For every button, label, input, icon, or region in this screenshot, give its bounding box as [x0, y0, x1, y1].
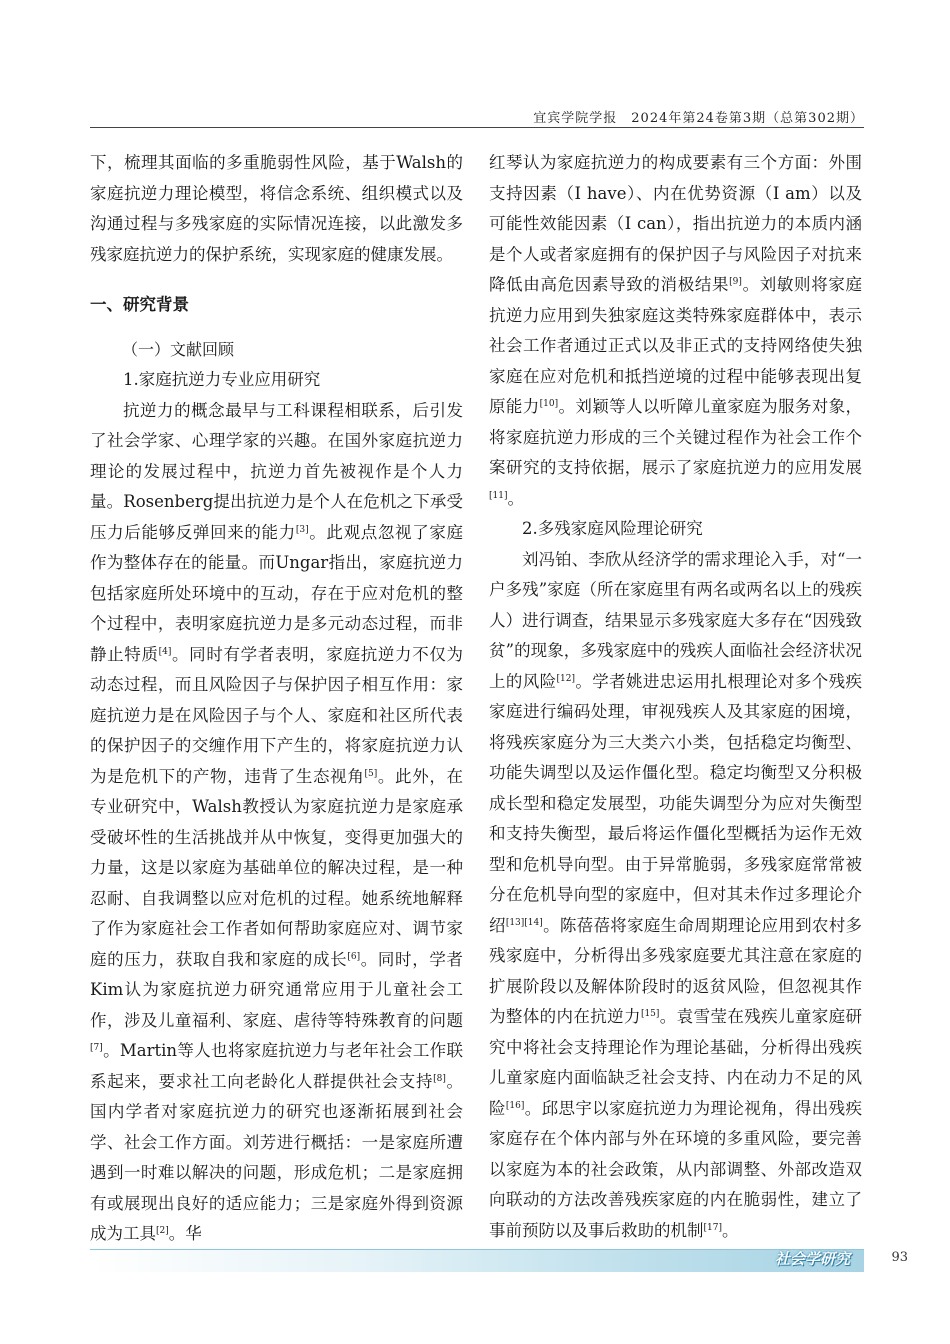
- page-number: 93: [891, 1250, 908, 1265]
- literature-paragraph-continued: 红琴认为家庭抗逆力的构成要素有三个方面：外围支持因素（I have）、内在优势资源（I am）以及可能性效能因素（I can），指出抗逆力的本质内涵是个人或者家庭拥有的保护因子与风险因子对抗来降低由高危因素导致的消极结果[9]。刘敏则将家庭抗逆力应用到失独家庭这类特殊家庭群体中，表示社会工作者通过正式以及非正式的支持网络使失独家庭在应对危机和抵挡逆境的过程中能够表现出复原能力[10]。刘颖等人以听障儿童家庭为服务对象，将家庭抗逆力形成的三个关键过程作为社会工作个案研究的支持依据，展示了家庭抗逆力的应用发展[11]。: [489, 153, 863, 508]
- intro-paragraph: 下，梳理其面临的多重脆弱性风险，基于Walsh的家庭抗逆力理论模型，将信念系统、组织模式以及沟通过程与多残家庭的实际情况连接，以此激发多残家庭抗逆力的保护系统，实现家庭的健康发展。: [90, 153, 463, 264]
- header-rule: [90, 127, 864, 128]
- citation: [2]: [156, 1226, 169, 1236]
- citation: [16]: [505, 1100, 525, 1111]
- left-column: [90, 148, 463, 1250]
- citation: [7]: [90, 1043, 103, 1053]
- citation: [12]: [556, 673, 576, 684]
- subsection-heading: （一）文献回顾: [122, 339, 235, 359]
- subsubsection-heading-1: 1.家庭抗逆力专业应用研究: [123, 370, 321, 389]
- citation: [8]: [433, 1073, 446, 1084]
- footer-bar: [90, 1249, 864, 1272]
- citation: [11]: [489, 490, 508, 501]
- journal-name: 社会学研究: [774, 1250, 850, 1268]
- citation: [13][14]: [505, 917, 543, 928]
- section-heading: 一、研究背景: [90, 295, 189, 314]
- literature-paragraph-1: 抗逆力的概念最早与工科课程相联系，后引发了社会学家、心理学家的兴趣。在国外家庭抗逆力理论的发展过程中，抗逆力首先被视作是个人力量。Rosenberg提出抗逆力是个人在危机之下承受压力后能够反弹回来的能力[3]。此观点忽视了家庭作为整体存在的能量。而Ungar指出，家庭抗逆力包括家庭所处环境中的互动，存在于应对危机的整个过程中，表明家庭抗逆力是多元动态过程，而非静止特质[4]。同时有学者表明，家庭抗逆力不仅为动态过程，而且风险因子与保护因子相互作用：家庭抗逆力是在风险因子与个人、家庭和社区所代表的保护因子的交缠作用下产生的，将家庭抗逆力认为是危机下的产物，违背了生态视角[5]。此外，在专业研究中，Walsh教授认为家庭抗逆力是家庭承受破坏性的生活挑战并从中恢复，变得更加强大的力量，这是以家庭为基础单位的解决过程，是一种忍耐、自我调整以应对危机的过程。她系统地解释了作为家庭社会工作者如何帮助家庭应对、调节家庭的压力，获取自我和家庭的成长[6]。同时，学者Kim认为家庭抗逆力研究通常应用于儿童社会工作，涉及儿童福利、家庭、虐待等特殊教育的问题[7]。Martin等人也将家庭抗逆力与老年社会工作联系起来，要求社工向老龄化人群提供社会支持[8]。国内学者对家庭抗逆力的研究也逐渐拓展到社会学、社会工作方面。刘芳进行概括：一是家庭所遭遇到一时难以解决的问题，形成危机；二是家庭拥有或展现出良好的适应能力；三是家庭外得到资源成为工具[2]。华: [90, 400, 464, 1243]
- citation: [4]: [158, 646, 172, 657]
- running-header: 宜宾学院学报 2024年第24卷第3期（总第302期）: [533, 111, 864, 126]
- risk-theory-paragraph: 刘冯铂、李欣从经济学的需求理论入手，对“一户多残”家庭（所在家庭里有两名或两名以上的残疾人）进行调查，结果显示多残家庭大多存在“因残致贫”的现象，多残家庭中的残疾人面临社会经济状况上的风险[12]。学者姚进忠运用扎根理论对多个残疾家庭进行编码处理，审视残疾人及其家庭的困境，将残疾家庭分为三大类六小类，包括稳定均衡型、功能失调型以及运作僵化型。稳定均衡型又分积极成长型和稳定发展型，功能失调型分为应对失衡型和支持失衡型，最后将运作僵化型概括为运作无效型和危机导向型。由于异常脆弱，多残家庭常常被分在危机导向型的家庭中，但对其未作过多理论介绍[13][14]。陈蓓蓓将家庭生命周期理论应用到农村多残家庭中，分析得出多残家庭要尤其注意在家庭的扩展阶段以及解体阶段时的返贫风险，但忽视其作为整体的内在抗逆力[15]。袁雪莹在残疾儿童家庭研究中将社会支持理论作为理论基础，分析得出残疾儿童家庭内面临缺乏社会支持、内在动力不足的风险[16]。邱思宇以家庭抗逆力为理论视角，得出残疾家庭存在个体内部与外在环境的多重风险，要完善以家庭为本的社会政策，从内部调整、外部改造双向联动的方法改善残疾家庭的内在脆弱性，建立了事前预防以及事后救助的机制[17]。: [489, 549, 863, 1240]
- citation: [5]: [364, 768, 378, 779]
- subsubsection-heading-2: 2.多残家庭风险理论研究: [522, 519, 703, 538]
- citation: [3]: [295, 524, 309, 535]
- right-column: [489, 148, 862, 1246]
- citation: [9]: [729, 277, 742, 287]
- citation: [15]: [640, 1009, 660, 1019]
- citation: [10]: [539, 399, 559, 409]
- citation: [17]: [703, 1222, 722, 1233]
- citation: [6]: [347, 951, 361, 962]
